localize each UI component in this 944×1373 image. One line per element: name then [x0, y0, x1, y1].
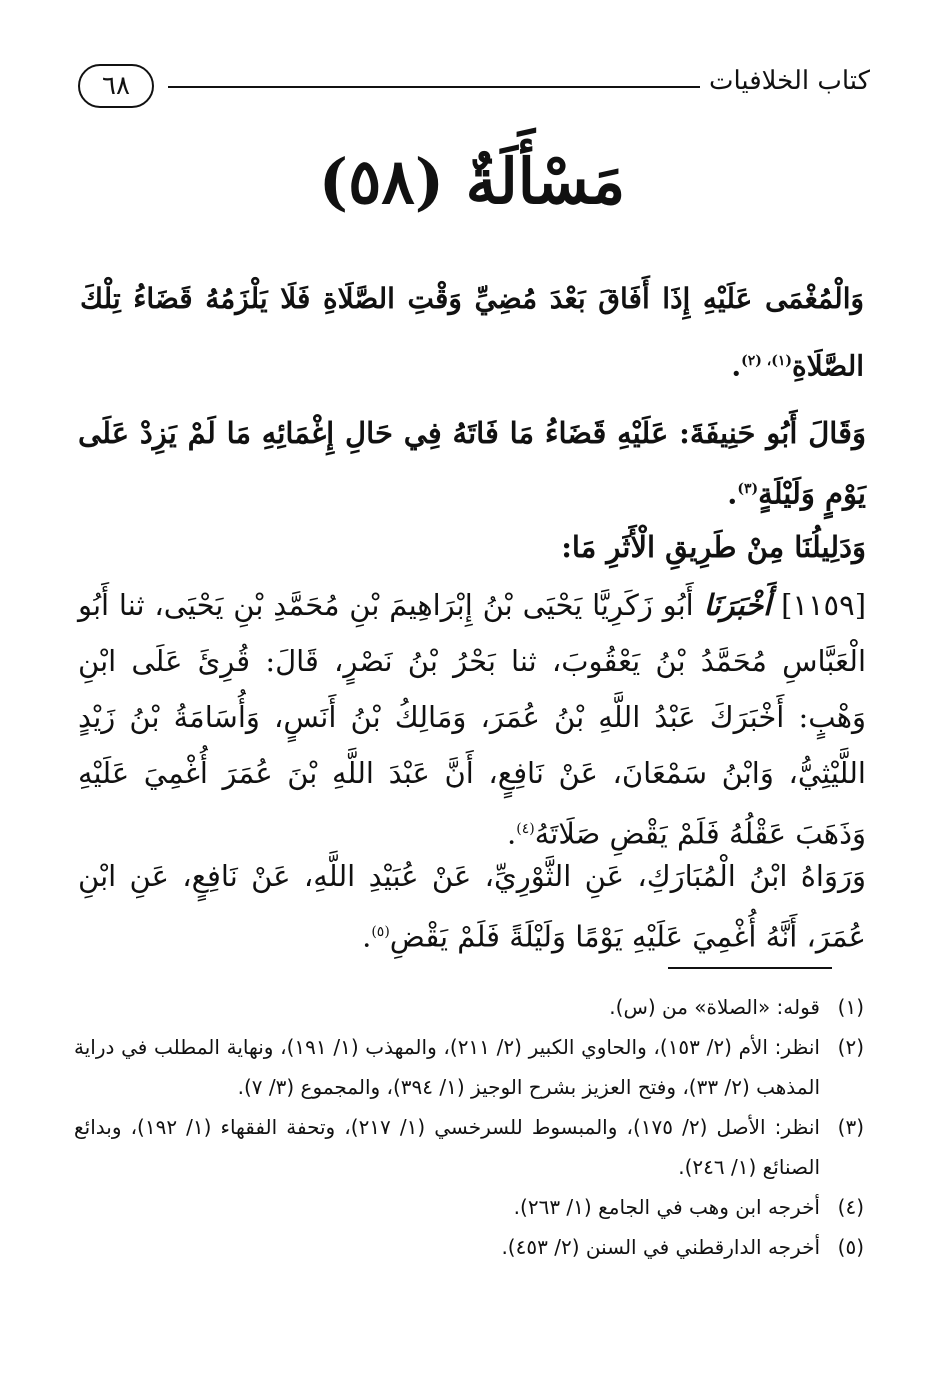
paragraph-abu-hanifa: وَقَالَ أَبُو حَنِيفَةَ: عَلَيْهِ قَضَاءُ مَا فَاتَهُ فِي حَالِ إِغْمَائِهِ مَا لَمْ يَزِدْ عَلَى يَوْمٍ وَلَيْلَةٍ$^{(٣)}$. [78, 416, 866, 511]
footnote-divider [668, 967, 832, 969]
heading-footnote-refs: (١)، (٢) [741, 353, 793, 369]
footnote-number: (٣) [837, 1115, 864, 1139]
paragraph-evidence-intro [78, 519, 866, 575]
footnote-text: أخرجه ابن وهب في الجامع (١/ ٢٦٣). [513, 1195, 820, 1219]
paragraph-text: وَرَوَاهُ ابْنُ الْمُبَارَكِ، عَنِ الثَّوْرِيِّ، عَنْ عُبَيْدِ اللَّهِ، عَنْ نَافِعٍ، عَنِ ابْنِ عُمَرَ، أَنَّهُ أُغْمِيَ عَلَيْهِ يَوْمًا وَلَيْلَةً فَلَمْ يَقْضِ [78, 859, 866, 954]
footnote-number: (٢) [837, 1035, 864, 1059]
footnote-number: (١) [837, 995, 864, 1019]
hadith-number: [١١٥٩] [781, 588, 867, 622]
footnote-number: (٥) [837, 1235, 864, 1259]
footnote-ref: (٤) [516, 821, 535, 837]
chapter-title: مَسْأَلَةٌ (٥٨) [318, 145, 626, 218]
header-rule [168, 86, 700, 88]
footnote-text: أخرجه الدارقطني في السنن (٢/ ٤٥٣). [501, 1235, 820, 1259]
footnote-item [74, 1107, 864, 1187]
footnote-text: قوله: «الصلاة» من (س). [609, 995, 820, 1019]
paragraph-hadith-1159: [١١٥٩] أَخْبَرَنَا أَبُو زَكَرِيَّا يَحْيَى بْنُ إِبْرَاهِيمَ بْنِ مُحَمَّدِ بْنِ يَحْيَى، ثنا أَبُو الْعَبَّاسِ مُحَمَّدُ بْنُ يَعْقُوبَ، ثنا بَحْرُ بْنُ نَصْرٍ، قَالَ: قُرِئَ عَلَى ابْنِ وَهْبٍ: أَخْبَرَكَ عَبْدُ اللَّهِ بْنُ عُمَرَ، وَمَالِكُ بْنُ أَنَسٍ، وَأُسَامَةُ بْنُ زَيْدٍ اللَّيْثِيُّ، وَابْنُ سَمْعَانَ، عَنْ نَافِعٍ، أَنَّ عَبْدَ اللَّهِ بْنَ عُمَرَ أُغْمِيَ عَلَيْهِ وَذَهَبَ عَقْلُهُ فَلَمْ يَقْضِ صَلَاتَهُ$^{(٤)}$. [78, 588, 867, 851]
footnote-number: (٤) [837, 1195, 864, 1219]
footnote-ref: (٣) [737, 481, 759, 497]
footnote-item [74, 1227, 864, 1267]
akhbarana-word: أَخْبَرَنَا [703, 588, 772, 622]
paragraph-text: أَبُو زَكَرِيَّا يَحْيَى بْنُ إِبْرَاهِيمَ بْنِ مُحَمَّدِ بْنِ يَحْيَى، ثنا أَبُو الْعَبَّاسِ مُحَمَّدُ بْنُ يَعْقُوبَ، ثنا بَحْرُ بْنُ نَصْرٍ، قَالَ: قُرِئَ عَلَى ابْنِ وَهْبٍ: أَخْبَرَكَ عَبْدُ اللَّهِ بْنُ عُمَرَ، وَمَالِكُ بْنُ أَنَسٍ، وَأُسَامَةُ بْنُ زَيْدٍ اللَّيْثِيُّ، وَابْنُ سَمْعَانَ، عَنْ نَافِعٍ، أَنَّ عَبْدَ اللَّهِ بْنَ عُمَرَ أُغْمِيَ عَلَيْهِ وَذَهَبَ عَقْلُهُ فَلَمْ يَقْضِ صَلَاتَهُ [78, 588, 866, 851]
page-number: ٦٨ [78, 64, 154, 108]
issue-heading-text: وَالْمُغْمَى عَلَيْهِ إِذَا أَفَاقَ بَعْدَ مُضِيِّ وَقْتِ الصَّلَاةِ فَلَا يَلْزَمُهُ قَضَاءُ تِلْكَ الصَّلَاةِ [80, 282, 864, 383]
book-title: كتاب الخلافيات [708, 66, 870, 96]
footnote-text: انظر: الأم (٢/ ١٥٣)، والحاوي الكبير (٢/ ٢١١)، والمهذب (١/ ١٩١)، ونهاية المطلب في دراية المذهب (٢/ ٣٣)، وفتح العزيز بشرح الوجيز (١/ ٣٩٤)، والمجموع (٣/ ٧). [74, 1035, 820, 1099]
footnote-item [74, 1187, 864, 1227]
paragraph-text: وَقَالَ أَبُو حَنِيفَةَ: عَلَيْهِ قَضَاءُ مَا فَاتَهُ فِي حَالِ إِغْمَائِهِ مَا لَمْ يَزِدْ عَلَى يَوْمٍ وَلَيْلَةٍ [78, 416, 866, 511]
paragraph-ibn-mubarak: وَرَوَاهُ ابْنُ الْمُبَارَكِ، عَنِ الثَّوْرِيِّ، عَنْ عُبَيْدِ اللَّهِ، عَنْ نَافِعٍ، عَنِ ابْنِ عُمَرَ، أَنَّهُ أُغْمِيَ عَلَيْهِ يَوْمًا وَلَيْلَةً فَلَمْ يَقْضِ$^{(٥)}$. [78, 859, 866, 954]
page-header [78, 62, 870, 108]
footnotes [74, 987, 864, 1267]
footnote-text: انظر: الأصل (٢/ ١٧٥)، والمبسوط للسرخسي (١/ ٢١٧)، وتحفة الفقهاء (١/ ١٩٢)، وبدائع الصنائع (١/ ٢٤٦). [74, 1115, 820, 1179]
footnote-item [74, 987, 864, 1027]
footnote-item [74, 1027, 864, 1107]
footnote-ref: (٥) [371, 924, 390, 940]
paragraph-text: وَدَلِيلُنَا مِنْ طَرِيقِ الْأَثَرِ مَا: [561, 530, 866, 564]
issue-heading: وَالْمُغْمَى عَلَيْهِ إِذَا أَفَاقَ بَعْدَ مُضِيِّ وَقْتِ الصَّلَاةِ فَلَا يَلْزَمُهُ قَضَاءُ تِلْكَ الصَّلَاةِ$^{(١)، (٢)}$. [80, 282, 864, 383]
